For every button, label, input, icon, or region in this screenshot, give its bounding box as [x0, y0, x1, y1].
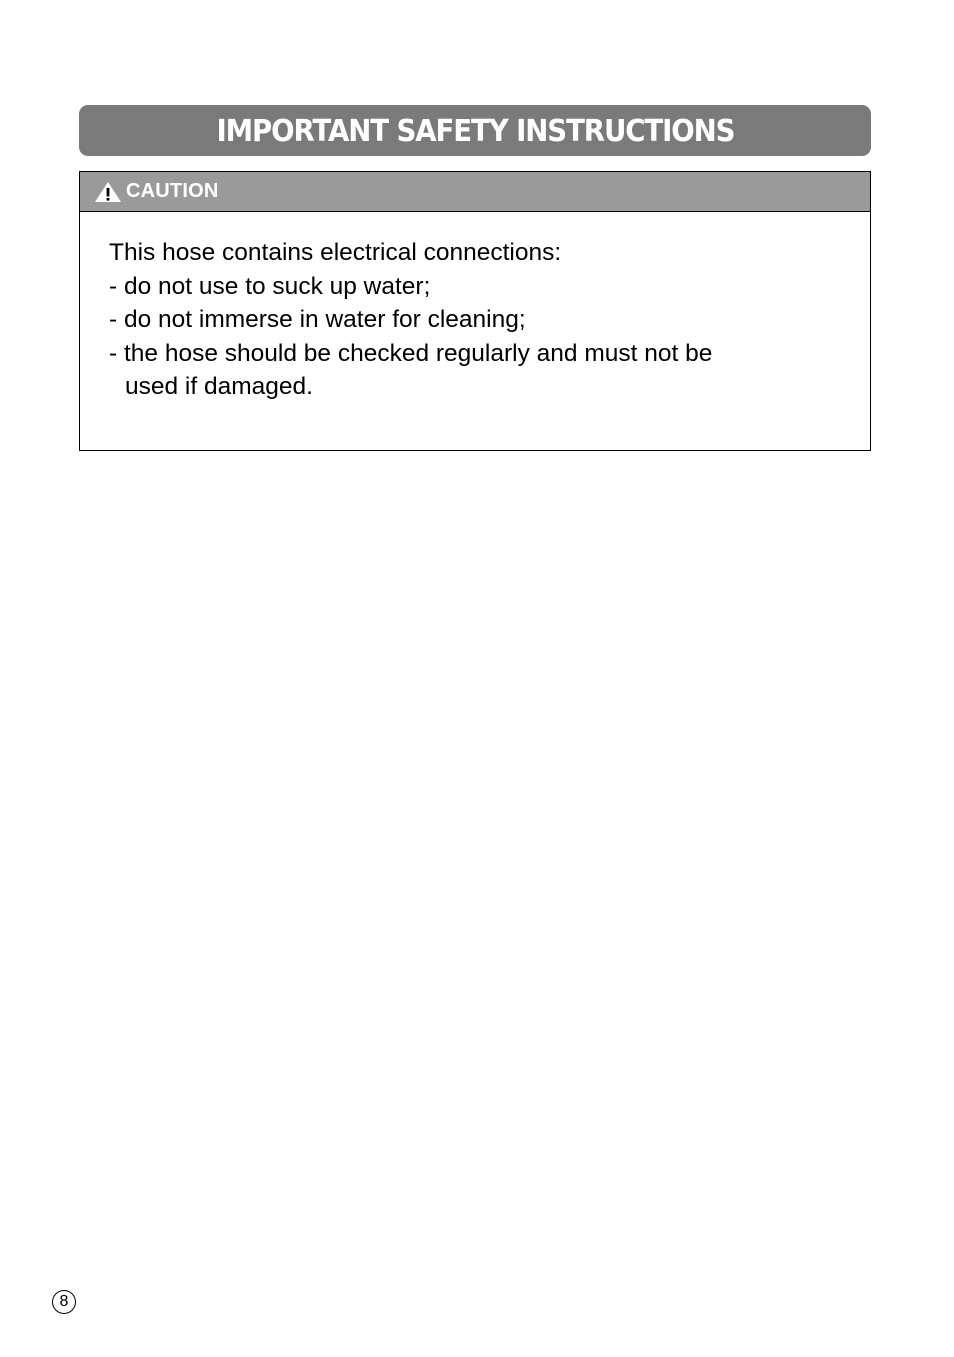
caution-item: - the hose should be checked regularly and must not be [109, 339, 713, 367]
caution-label: CAUTION [126, 180, 219, 202]
caution-header [80, 172, 870, 212]
caution-body [109, 236, 849, 404]
caution-item-continuation: used if damaged. [125, 373, 313, 401]
section-title: IMPORTANT SAFETY INSTRUCTIONS [216, 114, 734, 149]
warning-icon [94, 181, 122, 203]
section-title-bar [79, 105, 871, 156]
caution-box [79, 171, 871, 451]
page-number: 8 [52, 1290, 76, 1314]
caution-item: - do not immerse in water for cleaning; [109, 306, 526, 334]
caution-intro: This hose contains electrical connections: [109, 239, 562, 266]
caution-item: - do not use to suck up water; [109, 272, 431, 300]
